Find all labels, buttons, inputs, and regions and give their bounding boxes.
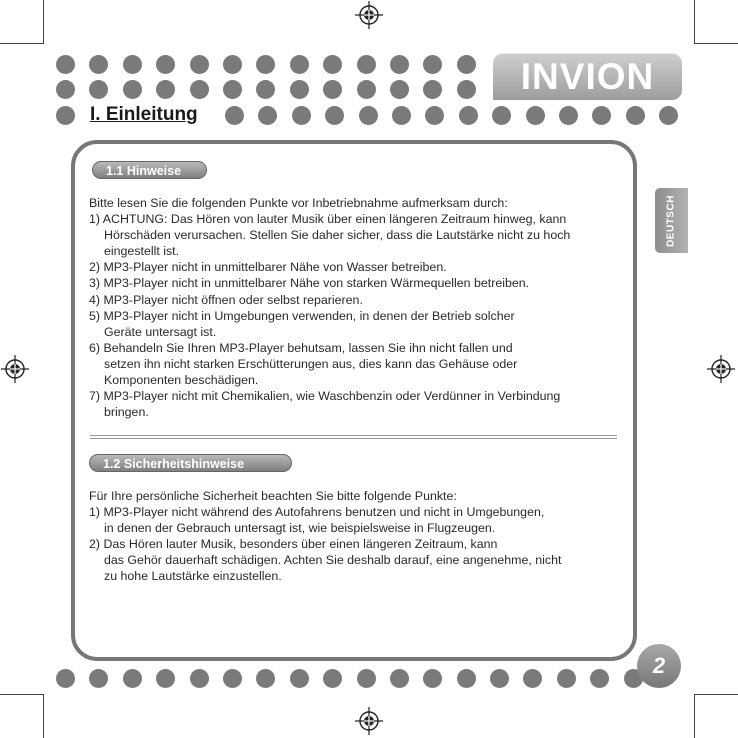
section-body-sicherheitshinweise (89, 488, 561, 585)
section-divider (90, 438, 617, 439)
text-line: 5) MP3-Player nicht in Umgebungen verwenden, in denen der Betrieb solcher (89, 308, 515, 323)
decor-dot (423, 80, 442, 99)
text-line: zu hohe Lautstärke einzustellen. (104, 569, 282, 584)
text-line: 4) MP3-Player nicht öffnen oder selbst reparieren. (89, 292, 363, 307)
decor-dot (190, 80, 209, 99)
text-line: 6) Behandeln Sie Ihren MP3-Player behutsam, lassen Sie ihn nicht fallen und (89, 340, 513, 355)
text-line: 2) MP3-Player nicht in unmittelbarer Nähe von Wasser betreiben. (89, 260, 447, 275)
decor-dot (490, 669, 509, 688)
decor-dot (223, 55, 242, 74)
decor-dot (292, 106, 311, 125)
decor-dot (89, 55, 108, 74)
decor-dot (256, 80, 275, 99)
decor-dot (325, 106, 344, 125)
brand-logo (493, 53, 682, 100)
decor-dot (390, 669, 409, 688)
text-line: Für Ihre persönliche Sicherheit beachten Sie bitte folgende Punkte: (89, 489, 457, 503)
decor-dot (290, 669, 309, 688)
decor-dot (258, 106, 277, 125)
decor-dot (359, 106, 378, 125)
decor-dot (223, 669, 242, 688)
decor-dot (223, 80, 242, 99)
decor-dot (156, 80, 175, 99)
crop-mark (43, 694, 44, 738)
registration-mark-icon (1, 355, 29, 383)
text-line: Hörschäden verursachen. Stellen Sie daher sicher, dass die Lautstärke nicht zu hoch (104, 228, 571, 243)
decor-dot (56, 55, 75, 74)
dot-row-title-right (225, 106, 692, 125)
crop-mark (43, 0, 44, 44)
decor-dot (557, 669, 576, 688)
text-line: bringen. (104, 405, 149, 420)
decor-dot (323, 55, 342, 74)
dot-row-bottom (56, 669, 657, 688)
text-line: setzen ihn nicht starken Erschütterungen aus, dies kann das Gehäuse oder (104, 356, 518, 371)
language-tab-label: DEUTSCH (665, 195, 677, 247)
dot-row-top (56, 55, 490, 74)
decor-dot (559, 106, 578, 125)
decor-dot (323, 80, 342, 99)
decor-dot (357, 80, 376, 99)
decor-dot (390, 55, 409, 74)
crop-mark (694, 43, 738, 44)
decor-dot (56, 80, 75, 99)
decor-dot (323, 669, 342, 688)
decor-dot (123, 80, 142, 99)
text-line: 3) MP3-Player nicht in unmittelbarer Nähe von starken Wärmequellen betreiben. (89, 276, 530, 291)
text-line: in denen der Gebrauch untersagt ist, wie beispielsweise in Flugzeugen. (104, 521, 496, 536)
decor-dot (357, 669, 376, 688)
decor-dot (492, 106, 511, 125)
decor-dot (425, 106, 444, 125)
decor-dot (392, 106, 411, 125)
text-line: das Gehör dauerhaft schädigen. Achten Sie deshalb darauf, eine angenehme, nicht (104, 553, 562, 568)
decor-dot (56, 669, 75, 688)
decor-dot (457, 55, 476, 74)
text-line: 7) MP3-Player nicht mit Chemikalien, wie Waschbenzin oder Verdünner in Verbindung (89, 389, 561, 404)
section-body-hinweise (89, 195, 570, 420)
language-tab (655, 188, 688, 253)
crop-mark (694, 694, 738, 695)
decor-dot (256, 55, 275, 74)
decor-dot (290, 55, 309, 74)
text-line: Bitte lesen Sie die folgenden Punkte vor Inbetriebnahme aufmerksam durch: (89, 196, 508, 210)
decor-dot (357, 55, 376, 74)
crop-mark (694, 0, 695, 44)
registration-mark-icon (355, 1, 383, 29)
decor-dot (190, 669, 209, 688)
decor-dot (626, 106, 645, 125)
text-line: Geräte untersagt ist. (104, 324, 217, 339)
decor-dot (123, 669, 142, 688)
decor-dot (225, 106, 244, 125)
decor-dot (659, 106, 678, 125)
decor-dot (256, 669, 275, 688)
text-line: Komponenten beschädigen. (104, 373, 259, 388)
section-divider (90, 435, 617, 436)
decor-dot (89, 669, 108, 688)
dot-row-title-left (56, 106, 89, 125)
decor-dot (590, 669, 609, 688)
decor-dot (423, 669, 442, 688)
text-line: 1) ACHTUNG: Das Hören von lauter Musik über einen längeren Zeitraum hinweg, kann (89, 212, 567, 227)
crop-mark (694, 694, 695, 738)
decor-dot (290, 80, 309, 99)
decor-dot (459, 106, 478, 125)
decor-dot (390, 80, 409, 99)
decor-dot (156, 55, 175, 74)
decor-dot (123, 55, 142, 74)
text-line: eingestellt ist. (104, 244, 180, 259)
crop-mark (0, 694, 44, 695)
decor-dot (457, 669, 476, 688)
decor-dot (56, 106, 75, 125)
section-heading-hinweise: 1.1 Hinweise (92, 161, 207, 179)
decor-dot (89, 80, 108, 99)
decor-dot (523, 669, 542, 688)
text-line: 1) MP3-Player nicht während des Autofahrens benutzen und nicht in Umgebungen, (89, 505, 545, 520)
decor-dot (457, 80, 476, 99)
chapter-title: I. Einleitung (90, 104, 198, 125)
decor-dot (592, 106, 611, 125)
brand-logo-text: INVION (520, 56, 655, 97)
text-line: 2) Das Hören lauter Musik, besonders über einen längeren Zeitraum, kann (89, 537, 498, 552)
registration-mark-icon (355, 707, 383, 735)
decor-dot (526, 106, 545, 125)
registration-mark-icon (707, 355, 735, 383)
decor-dot (156, 669, 175, 688)
section-heading-sicherheitshinweise: 1.2 Sicherheitshinweise (89, 454, 292, 472)
crop-mark (0, 43, 44, 44)
decor-dot (423, 55, 442, 74)
page-number: 2 (637, 644, 681, 688)
dot-row-second (56, 80, 490, 99)
decor-dot (190, 55, 209, 74)
